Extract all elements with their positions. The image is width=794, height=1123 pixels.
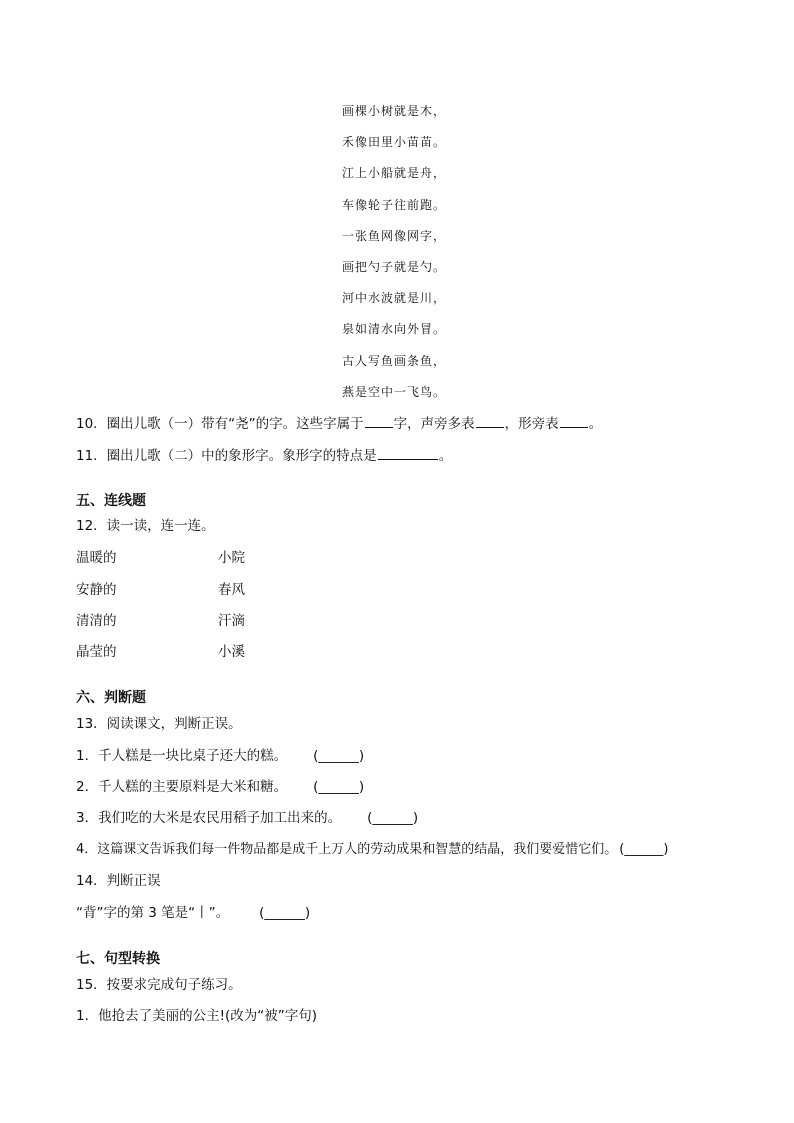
section-6-title: 六、判断题	[76, 690, 146, 706]
answer-blank[interactable]	[365, 413, 393, 428]
q10-text-3: ，形旁表	[504, 416, 559, 432]
judgement-text: “背”字的第 3 笔是“丨”。	[76, 905, 230, 921]
poem-line: 一张鱼网像网字，	[342, 228, 447, 243]
answer-paren[interactable]: (______)	[313, 779, 365, 795]
poem-line: 古人写鱼画条鱼，	[342, 353, 447, 368]
poem-line: 江上小船就是舟，	[342, 166, 447, 181]
q10-text-2: 字，声旁多表	[393, 416, 475, 432]
answer-paren[interactable]: (______)	[313, 748, 365, 764]
question-13: 13．阅读课文，判断正误。	[76, 716, 242, 732]
judgement-text: 4．这篇课文告诉我们每一件物品都是成千上万人的劳动成果和智慧的结晶，我们要爱惜它们。	[76, 842, 618, 857]
poem-line: 画把勺子就是勺。	[342, 259, 447, 274]
answer-paren[interactable]: (______)	[619, 842, 669, 857]
section-7-title: 七、句型转换	[76, 951, 160, 967]
sentence-item: 1．他抢去了美丽的公主!(改为“被”字句)	[76, 1008, 318, 1024]
judgement-item	[76, 808, 418, 828]
poem-line: 禾像田里小苗苗。	[342, 135, 447, 150]
match-left-item[interactable]: 清清的	[76, 613, 117, 629]
judgement-text: 3．我们吃的大米是农民用稻子加工出来的。	[76, 810, 342, 826]
judgement-item	[76, 903, 310, 923]
judgement-item	[76, 746, 364, 766]
answer-paren[interactable]: (______)	[259, 905, 311, 921]
answer-blank[interactable]	[476, 413, 504, 428]
match-right-item[interactable]: 小院	[218, 550, 245, 566]
match-right-item[interactable]: 小溪	[218, 644, 245, 660]
question-10	[76, 413, 602, 434]
question-14: 14．判断正误	[76, 873, 161, 889]
judgement-item	[76, 840, 668, 860]
poem	[342, 101, 446, 413]
q10-text-4: 。	[588, 416, 603, 432]
answer-blank[interactable]	[378, 445, 438, 460]
match-left-item[interactable]: 温暖的	[76, 550, 117, 566]
section-5-title: 五、连线题	[76, 493, 146, 509]
q11-text-2: 。	[438, 448, 453, 464]
match-left-item[interactable]: 晶莹的	[76, 644, 117, 660]
question-15: 15．按要求完成句子练习。	[76, 977, 242, 993]
judgement-text: 2．千人糕的主要原料是大米和糖。	[76, 779, 288, 795]
poem-line: 泉如清水向外冒。	[342, 322, 447, 337]
poem-line: 画棵小树就是木，	[342, 104, 447, 118]
match-right-item[interactable]: 春风	[218, 582, 245, 598]
judgement-text: 1．千人糕是一块比桌子还大的糕。	[76, 748, 288, 764]
match-left-item[interactable]: 安静的	[76, 582, 117, 598]
judgement-item	[76, 777, 364, 797]
answer-blank[interactable]	[560, 413, 588, 428]
poem-line: 燕是空中一飞鸟。	[342, 384, 447, 399]
poem-line: 河中水波就是川，	[342, 291, 447, 306]
q10-text-1: 10．圈出儿歌（一）带有“尧”的字。这些字属于	[76, 416, 364, 432]
poem-line: 车像轮子往前跑。	[342, 197, 447, 212]
match-right-item[interactable]: 汗滴	[218, 613, 245, 629]
question-11	[76, 445, 452, 466]
question-12: 12．读一读，连一连。	[76, 518, 215, 534]
answer-paren[interactable]: (______)	[367, 810, 419, 826]
q11-text-1: 11．圈出儿歌（二）中的象形字。象形字的特点是	[76, 448, 377, 464]
